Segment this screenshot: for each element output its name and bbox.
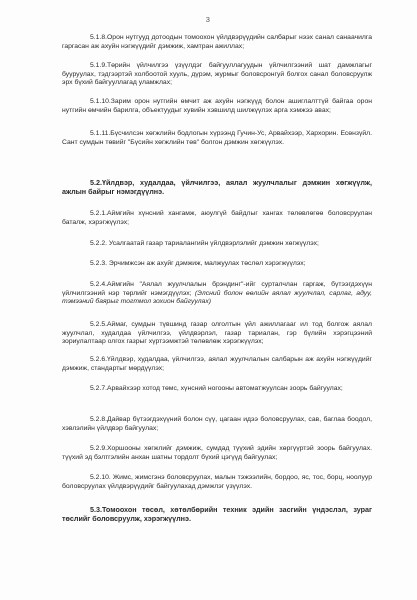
paragraph-5-2-4 xyxy=(62,281,372,307)
paragraph-5-2-4-text: 5.2.4.Аймгийн "Аялал жуулчлалын брэндинг"-ийг сурталчлан гаргаж, бүтээгдэхүүн үйлчилгээний нэр төрлийг нэмэгдүүлэх; xyxy=(62,281,372,297)
paragraph-5-1-9: 5.1.9.Төрийн үйлчилгээ үзүүлдэг байгууллагуудын үйлчилгээний шат дамжлагыг бууруулах, тэдгээртэй холбоотой хууль, дүрэм, журмыг боловсронгуй болгох санал боловсруулж эрх бүхий байгууллагад уламжлах; xyxy=(62,62,372,87)
paragraph-5-2-7: 5.2.7.Арвайхээр хотод төмс, хүнсний ногооны автоматжуулсан зоорь байгуулах; xyxy=(90,385,343,392)
paragraph-5-2-4-note: (Элсний болон өөлийн аялал жуулчлал, сарлаг, адуу, тэмээний баярыг тогтмол зохион байгуулах) xyxy=(62,289,372,306)
section-heading-5-2: 5.2.Үйлдвэр, худалдаа, үйлчилгээ, аялал жуулчлалыг дэмжин хөгжүүлж, ажлын байрыг нэмэгдүүлнэ. xyxy=(62,178,372,196)
paragraph-5-2-1: 5.2.1.Аймгийн хүнсний хангамж, аюулгүй байдлыг хангах төлөвлөгөө боловсруулан баталж, хэрэгжүүлэх; xyxy=(62,210,372,226)
paragraph-5-2-9: 5.2.9.Хоршооны хөгжлийг дэмжиж, сумдад түүхий эдийн хөргүүртэй зоорь байгуулах. түүхий эд бэлтгэлийн анхан шатны тордолт бүхий цэгүүд байгуулах; xyxy=(62,445,372,461)
paragraph-5-2-5: 5.2.5.Аймаг, сумдын түвшинд газар олголтын үйл ажиллагааг ил тод болгож аялал жуулчлал, худалдаа үйлчилгээ, үйлдвэрлэл, газар тариалан, гэр бүлийн хэрэгцээний зориулалтаар олгох газрыг хүртээмжтэй төлөвлөж хэрэгжүүлэх; xyxy=(62,321,372,346)
paragraph-5-2-2: 5.2.2. Усалгаатай газар тариалангийн үйлдвэрлэлийг дэмжин хөгжүүлэх; xyxy=(90,240,319,247)
paragraph-5-1-8: 5.1.8.Орон нутгууд дотоодын томоохон үйлдвэрүүдийн салбарыг нээх санал санаачилга гаргасан аж ахуйн нэгжүүдийг дэмжиж, хамтран ажиллах; xyxy=(62,34,372,50)
paragraph-5-1-11: 5.1.11.Бүсчилсэн хөгжлийн бодлогын хүрээнд Гучин-Ус, Арвайхээр, Хархорин. Есөнзүйл. Сант сумдын төвийг "Бүсийн хөгжлийн төв" болгон дэмжин хөгжүүлэх. xyxy=(62,130,372,146)
paragraph-5-2-10: 5.2.10. Жимс, жимсгэнэ боловсруулах, малын тэжээлийн, бордоо, яс, тос, борц, ноолуур боловсруулах үйлдвэрүүдийг байгуулахад дэмжлэг үзүүлэх. xyxy=(62,474,372,490)
paragraph-5-2-6: 5.2.6.Үйлдвэр, худалдаа, үйлчилгээ, аялал жуулчлалын салбарын аж ахуйн нэгжүүдийг дэмжиж, стандартыг мөрдүүлэх; xyxy=(62,356,372,372)
paragraph-5-2-3: 5.2.3. Эрчимжсэн аж ахуйг дэмжиж, малжуулах төслөл хэрэгжүүлэх; xyxy=(90,260,306,267)
paragraph-5-2-8: 5.2.8.Дайвар бүтээгдэхүүний болон сүү, цагаан идээ боловсруулах, сав, баглаа боодол, хэвлэлийн үйлдвэр байгуулах; xyxy=(62,416,372,432)
section-heading-5-3: 5.3.Томоохон төсөл, хөтөлбөрийн техник эдийн засгийн үндэслэл, зураг төслийг боловсруулж, хэрэгжүүлнэ. xyxy=(62,505,372,523)
paragraph-5-1-10: 5.1.10.Зарим орон нутгийн өмчит аж ахуйн нэгжүүд болон ашиглалттүй байгаа орон нутгийн өмчийн барилга, объектуудыг хувийн хэвшилд шилжүүлэх арга хэмжээ авах; xyxy=(62,98,372,114)
page-number: 3 xyxy=(205,15,211,24)
